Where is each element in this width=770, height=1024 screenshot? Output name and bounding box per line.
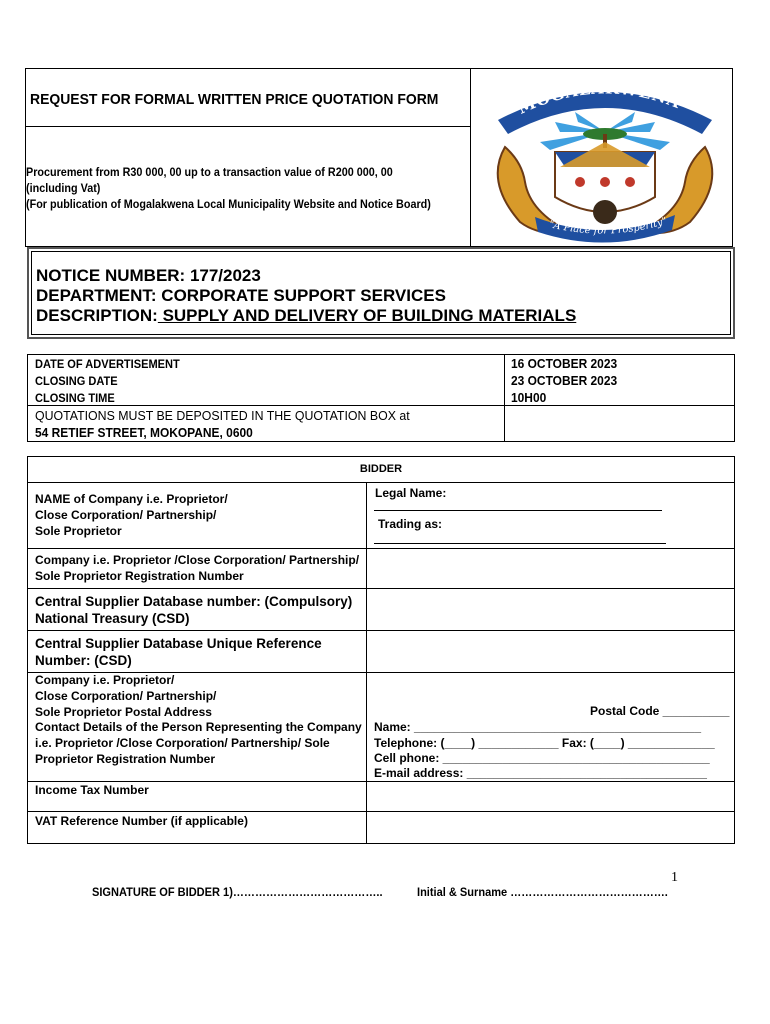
description (36, 306, 576, 326)
bidder-row-line (27, 482, 735, 483)
dates-values (511, 356, 626, 406)
contact-details-label: Contact Details of the Person Representing the Company i.e. Proprietor /Close Corporation/ Partnership/ Sole Proprietor Registration Number (35, 720, 362, 766)
telephone-fax-field[interactable]: Telephone: (____) ____________ Fax: (____) _____________ (374, 736, 715, 750)
closing-time: 10H00 (511, 390, 547, 405)
advertisement-date: 16 OCTOBER 2023 (511, 356, 618, 371)
description-label: DESCRIPTION: (36, 306, 158, 325)
email-address-field[interactable]: E-mail address: ____________________________________ (374, 766, 707, 780)
registration-number-field[interactable] (367, 549, 734, 588)
form-title: REQUEST FOR FORMAL WRITTEN PRICE QUOTATION FORM (30, 91, 439, 108)
deposit-line-1: QUOTATIONS MUST BE DEPOSITED IN THE QUOTATION BOX at (35, 408, 410, 423)
dates-labels (35, 356, 192, 406)
closing-date: 23 OCTOBER 2023 (511, 373, 618, 388)
procurement-line-3: (For publication of Mogalakwena Local Municipality Website and Notice Board) (26, 197, 431, 211)
csd-unique-reference-label: Central Supplier Database Unique Reference Number: (CSD) (35, 636, 322, 668)
postal-address-label: Company i.e. Proprietor/ Close Corporation/ Partnership/ Sole Proprietor Postal Address (35, 673, 217, 719)
logo-motto: "A Place for Prosperity" (547, 215, 669, 237)
description-value: SUPPLY AND DELIVERY OF BUILDING MATERIALS (157, 306, 577, 325)
deposit-address: 54 RETIEF STREET, MOKOPANE, 0600 (35, 425, 253, 440)
header-divider-horizontal (25, 126, 471, 127)
procurement-line-1: Procurement from R30 000, 00 up to a transaction value of R200 000, 00 (26, 165, 393, 179)
department: DEPARTMENT: CORPORATE SUPPORT SERVICES (36, 286, 446, 305)
contact-name-field[interactable]: Name: ___________________________________________ (374, 720, 701, 734)
page-number: 1 (671, 870, 678, 885)
company-name-label: NAME of Company i.e. Proprietor/ Close Corporation/ Partnership/ Sole Proprietor (35, 492, 228, 538)
date-of-advertisement-label: DATE OF ADVERTISEMENT (35, 357, 180, 371)
csd-number-field[interactable] (367, 589, 734, 630)
notice-number: NOTICE NUMBER: 177/2023 (36, 266, 261, 285)
closing-date-label: CLOSING DATE (35, 374, 118, 388)
cell-phone-field[interactable]: Cell phone: ________________________________________ (374, 751, 710, 765)
dates-divider-vertical (504, 354, 505, 442)
postal-code-field[interactable]: Postal Code __________ (590, 704, 730, 718)
logo-name: MOGALAKWENA (514, 78, 684, 118)
registration-number-label: Company i.e. Proprietor /Close Corporation/ Partnership/ Sole Proprietor Registration Number (35, 553, 360, 583)
legal-name-label: Legal Name: (375, 486, 447, 500)
header-divider-vertical (470, 68, 471, 247)
vat-reference-label: VAT Reference Number (if applicable) (35, 814, 248, 828)
procurement-text (26, 164, 466, 212)
notice-text (36, 266, 576, 326)
municipality-logo (480, 72, 730, 244)
logo-emblem (480, 72, 730, 244)
income-tax-label: Income Tax Number (35, 783, 149, 797)
bidder-heading: BIDDER (359, 463, 403, 475)
csd-number-label: Central Supplier Database number: (Compulsory) National Treasury (CSD) (35, 594, 353, 626)
csd-unique-reference-field[interactable] (367, 631, 734, 672)
closing-time-label: CLOSING TIME (35, 391, 115, 405)
signature-of-bidder: SIGNATURE OF BIDDER 1)………………………………….. (92, 885, 383, 899)
initial-and-surname: Initial & Surname ……………………………………. (417, 885, 668, 899)
income-tax-field[interactable] (367, 782, 734, 811)
trading-as-label: Trading as: (378, 517, 443, 531)
procurement-line-2: (including Vat) (26, 181, 101, 195)
legal-name-field[interactable] (374, 510, 662, 511)
trading-as-field[interactable] (374, 543, 666, 544)
vat-reference-field[interactable] (367, 812, 734, 844)
